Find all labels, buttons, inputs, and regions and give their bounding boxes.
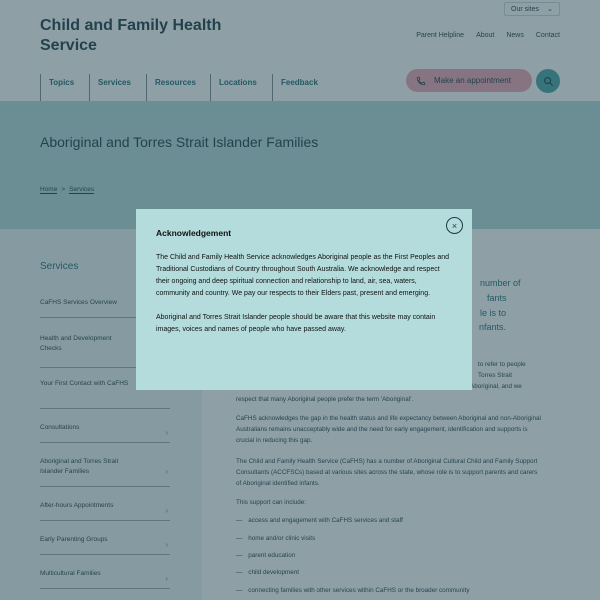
modal-paragraph-2: Aboriginal and Torres Strait Islander people should be aware that this website may contain images, voices and names of people who have passed away. — [156, 314, 436, 333]
acknowledgement-modal — [136, 209, 472, 390]
close-button[interactable] — [446, 217, 463, 234]
close-icon: × — [451, 220, 458, 231]
modal-title: Acknowledgement — [156, 228, 232, 238]
modal-paragraph-1: The Child and Family Health Service acknowledges Aboriginal people as the First Peoples and Traditional Custodians of Country throughout South Australia. We acknowledge and respect their ongoing and deep spiritual connection and relationship to land, air, sea, waters, community and country. We pay our respects to their Elders past, present and emerging. — [156, 254, 449, 297]
